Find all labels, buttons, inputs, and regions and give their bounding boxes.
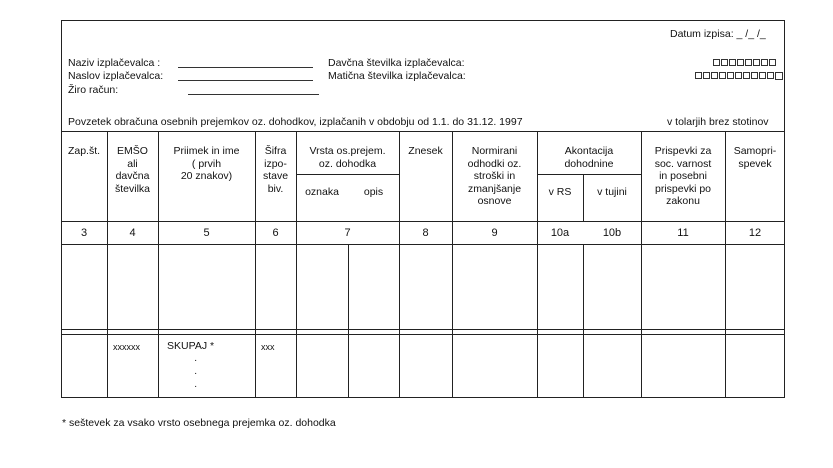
header-v-rs: v RS: [548, 186, 572, 198]
header-opis: opis: [363, 186, 384, 198]
total-label: SKUPAJ *: [167, 340, 215, 352]
akontacija-sub-line: [537, 174, 641, 175]
header-akontacija: Akontacija dohodnine: [564, 145, 614, 170]
header-normirani: Normirani odhodki oz. stroški in zmanjšanje osnove: [467, 145, 522, 207]
header-znesek: Znesek: [408, 145, 443, 157]
column-number: 8: [422, 227, 429, 239]
ziro-label: Žiro račun:: [68, 84, 119, 96]
body-bottom-line: [61, 329, 785, 330]
total-top-line: [61, 334, 785, 335]
col-divider: [537, 131, 538, 398]
numbers-bottom-line: [61, 244, 785, 245]
vrsta-sub-line: [296, 174, 399, 175]
header-priimek: Priimek in ime ( prvih 20 znakov): [173, 145, 240, 182]
header-samopri: Samopri- spevek: [733, 145, 777, 170]
datum-label: Datum izpisa: _ /_ /_: [670, 28, 766, 40]
header-sifra: Šifra izpo- stave biv.: [262, 145, 289, 195]
column-number: 10a: [550, 227, 570, 239]
column-number: 4: [129, 227, 136, 239]
ellipsis-dot: ·: [194, 381, 198, 392]
header-emso: EMŠO ali davčna številka: [114, 145, 150, 195]
header-prispevki: Prispevki za soc. varnost in posebni prispevki po zakonu: [654, 145, 712, 207]
column-number: 5: [203, 227, 210, 239]
col-divider: [725, 131, 726, 398]
col-divider: [399, 131, 400, 398]
header-bottom-line: [61, 221, 785, 222]
povzetek-text: Povzetek obračuna osebnih prejemkov oz. dohodkov, izplačanih v obdobju od 1.1. do 31.12. 1997: [68, 116, 523, 128]
ellipsis-dot: ·: [194, 368, 198, 379]
naziv-label: Naziv izplačevalca :: [68, 57, 161, 69]
davcna-label: Davčna številka izplačevalca:: [328, 57, 465, 69]
naslov-label: Naslov izplačevalca:: [68, 70, 164, 82]
column-number: 6: [272, 227, 279, 239]
col-divider-oznaka-opis: [348, 244, 349, 398]
header-zap: Zap.št.: [67, 145, 101, 157]
total-emso-placeholder: xxxxxx: [113, 342, 140, 352]
column-number: 10b: [602, 227, 622, 239]
maticna-boxes[interactable]: [695, 72, 783, 80]
column-number: 9: [491, 227, 498, 239]
footnote: * seštevek za vsako vrsto osebnega prejemka oz. dohodka: [62, 417, 336, 429]
column-number: 7: [344, 227, 351, 239]
total-sifra-placeholder: xxx: [261, 342, 275, 352]
naslov-field[interactable]: [178, 80, 313, 81]
ellipsis-dot: ·: [194, 355, 198, 366]
naziv-field[interactable]: [178, 67, 313, 68]
column-number: 3: [80, 227, 88, 239]
header-vrsta: Vrsta os.prejem. oz. dohodka: [309, 145, 386, 170]
table-top-line: [61, 131, 785, 132]
header-v-tujini: v tujini: [597, 186, 627, 198]
col-divider-rs-tujini: [583, 244, 584, 398]
ziro-field[interactable]: [188, 94, 319, 95]
col-divider: [296, 131, 297, 398]
currency-note: v tolarjih brez stotinov: [667, 116, 769, 128]
column-number: 11: [677, 227, 689, 239]
davcna-boxes[interactable]: [713, 59, 776, 66]
column-number: 12: [748, 227, 762, 239]
header-oznaka: oznaka: [305, 186, 339, 198]
maticna-label: Matična številka izplačevalca:: [328, 70, 466, 82]
